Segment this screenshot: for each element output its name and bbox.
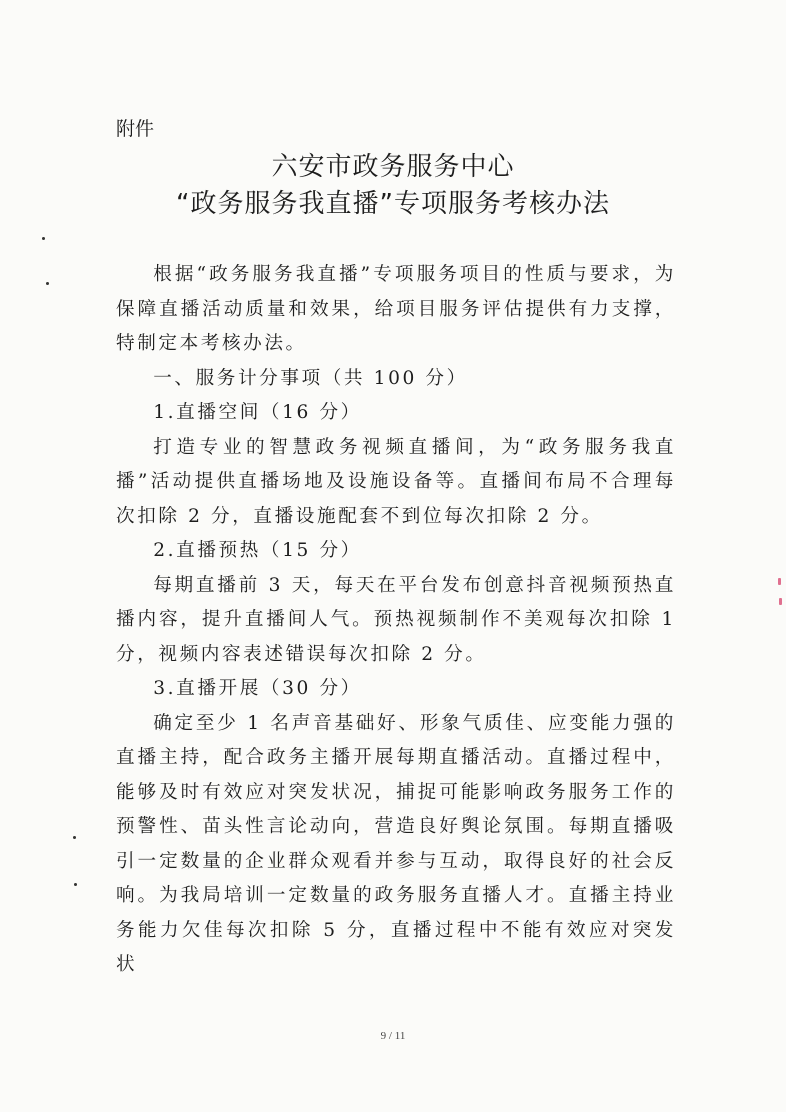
scan-mark [778, 578, 781, 585]
section-heading: 一、服务计分事项（共 100 分） [153, 367, 468, 389]
document-body [116, 258, 676, 983]
scan-mark [779, 598, 782, 605]
document-title-line-1: 六安市政务服务中心 [271, 152, 515, 182]
item-paragraph-1: 打造专业的智慧政务视频直播间，为“政务服务我直播”活动提供直播场地及设施设备等。直播间布局不合理每次扣除 2 分，直播设施配套不到位每次扣除 2 分。 [116, 436, 676, 527]
document-title-line-2: “政务服务我直播”专项服务考核办法 [176, 189, 610, 219]
scan-speck [46, 282, 49, 285]
scan-speck [74, 883, 77, 886]
scan-speck [73, 836, 76, 839]
item-paragraph-3: 确定至少 1 名声音基础好、形象气质佳、应变能力强的直播主持，配合政务主播开展每期直播活动。直播过程中，能够及时有效应对突发状况，捕捉可能影响政务服务工作的预警性、苗头性言论动向，营造良好舆论氛围。每期直播吸引一定数量的企业群众观看并参与互动，取得良好的社会反响。为我局培训一定数量的政务服务直播人才。直播主持业务能力欠佳每次扣除 5 分，直播过程中不能有效应对突发状 [116, 712, 676, 975]
item-heading-3: 3.直播开展（30 分） [153, 678, 362, 699]
page-number: 9 / 11 [380, 1030, 406, 1042]
item-heading-2: 2.直播预热（15 分） [153, 540, 362, 561]
item-paragraph-2: 每期直播前 3 天，每天在平台发布创意抖音视频预热直播内容，提升直播间人气。预热视频制作不美观每次扣除 1 分，视频内容表述错误每次扣除 2 分。 [116, 574, 676, 665]
scan-speck [42, 237, 45, 240]
attachment-label: 附件 [116, 118, 155, 140]
item-heading-1: 1.直播空间（16 分） [153, 402, 362, 423]
intro-paragraph: 根据“政务服务我直播”专项服务项目的性质与要求，为保障直播活动质量和效果，给项目服务评估提供有力支撑，特制定本考核办法。 [116, 264, 676, 354]
